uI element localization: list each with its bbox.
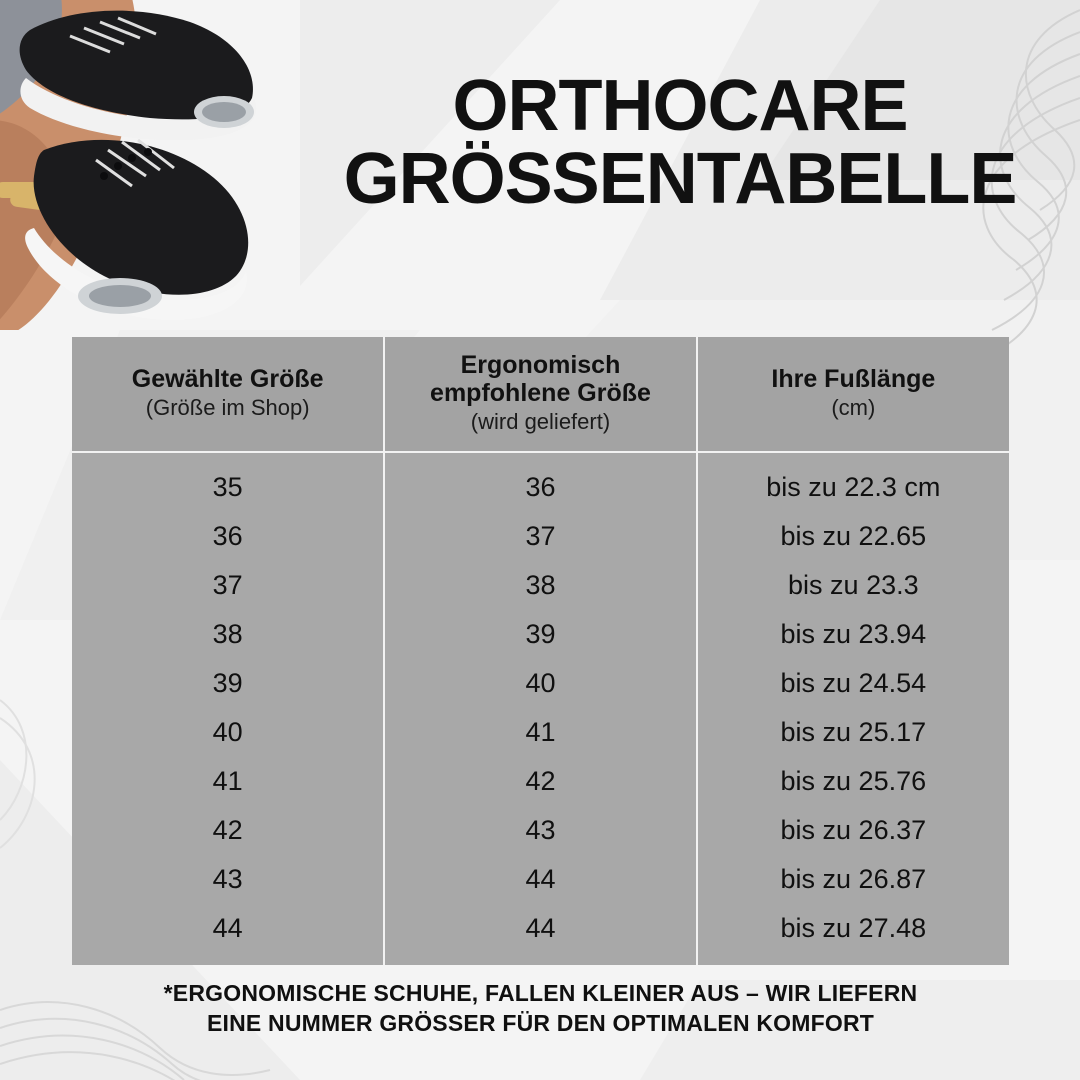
column-header-main: Ihre Fußlänge [771, 365, 936, 393]
title-line-2: GRÖSSENTABELLE [343, 139, 1017, 220]
table-header-row [72, 337, 1009, 452]
cell-foot-length: bis zu 23.94 [697, 610, 1009, 659]
cell-chosen-size: 36 [72, 512, 384, 561]
cell-recommended-size: 44 [384, 904, 696, 965]
column-header-sub: (wird geliefert) [470, 409, 611, 434]
cell-foot-length: bis zu 22.65 [697, 512, 1009, 561]
cell-chosen-size: 35 [72, 452, 384, 512]
cell-foot-length: bis zu 23.3 [697, 561, 1009, 610]
cell-foot-length: bis zu 22.3 cm [697, 452, 1009, 512]
table-row [72, 757, 1009, 806]
column-header-sub: (Größe im Shop) [145, 395, 310, 420]
column-header-main: Gewählte Größe [131, 365, 324, 393]
table-row [72, 806, 1009, 855]
cell-foot-length: bis zu 26.87 [697, 855, 1009, 904]
footnote-line-1: *ERGONOMISCHE SCHUHE, FALLEN KLEINER AUS – WIR LIEFERN [163, 980, 918, 1006]
cell-recommended-size: 44 [384, 855, 696, 904]
column-header-chosen-size [72, 337, 384, 452]
table-row [72, 512, 1009, 561]
cell-chosen-size: 41 [72, 757, 384, 806]
table-body [72, 452, 1009, 965]
table-row [72, 561, 1009, 610]
cell-chosen-size: 42 [72, 806, 384, 855]
cell-recommended-size: 36 [384, 452, 696, 512]
table-row [72, 855, 1009, 904]
footnote-line-2: EINE NUMMER GRÖSSER FÜR DEN OPTIMALEN KOMFORT [206, 1010, 875, 1037]
cell-recommended-size: 39 [384, 610, 696, 659]
table-row [72, 659, 1009, 708]
cell-recommended-size: 37 [384, 512, 696, 561]
product-photo [0, 0, 300, 330]
footnote [72, 978, 1009, 1039]
cell-recommended-size: 42 [384, 757, 696, 806]
cell-recommended-size: 43 [384, 806, 696, 855]
cell-recommended-size: 38 [384, 561, 696, 610]
cell-chosen-size: 38 [72, 610, 384, 659]
cell-foot-length: bis zu 27.48 [697, 904, 1009, 965]
cell-foot-length: bis zu 26.37 [697, 806, 1009, 855]
column-header-recommended-size [384, 337, 696, 452]
column-header-main: Ergonomisch empfohlene Größe [430, 351, 651, 407]
table-row [72, 708, 1009, 757]
cell-foot-length: bis zu 24.54 [697, 659, 1009, 708]
cell-chosen-size: 43 [72, 855, 384, 904]
table-header [72, 337, 1009, 452]
cell-recommended-size: 41 [384, 708, 696, 757]
cell-recommended-size: 40 [384, 659, 696, 708]
cell-chosen-size: 37 [72, 561, 384, 610]
page-title [300, 66, 1060, 220]
size-table-container [72, 337, 1009, 965]
table-row [72, 904, 1009, 965]
cell-foot-length: bis zu 25.17 [697, 708, 1009, 757]
column-header-foot-length [697, 337, 1009, 452]
cell-chosen-size: 44 [72, 904, 384, 965]
cell-chosen-size: 40 [72, 708, 384, 757]
size-table [72, 337, 1009, 965]
cell-foot-length: bis zu 25.76 [697, 757, 1009, 806]
column-header-sub: (cm) [831, 395, 876, 420]
table-row [72, 610, 1009, 659]
table-row [72, 452, 1009, 512]
cell-chosen-size: 39 [72, 659, 384, 708]
title-line-1: ORTHOCARE [452, 66, 908, 146]
